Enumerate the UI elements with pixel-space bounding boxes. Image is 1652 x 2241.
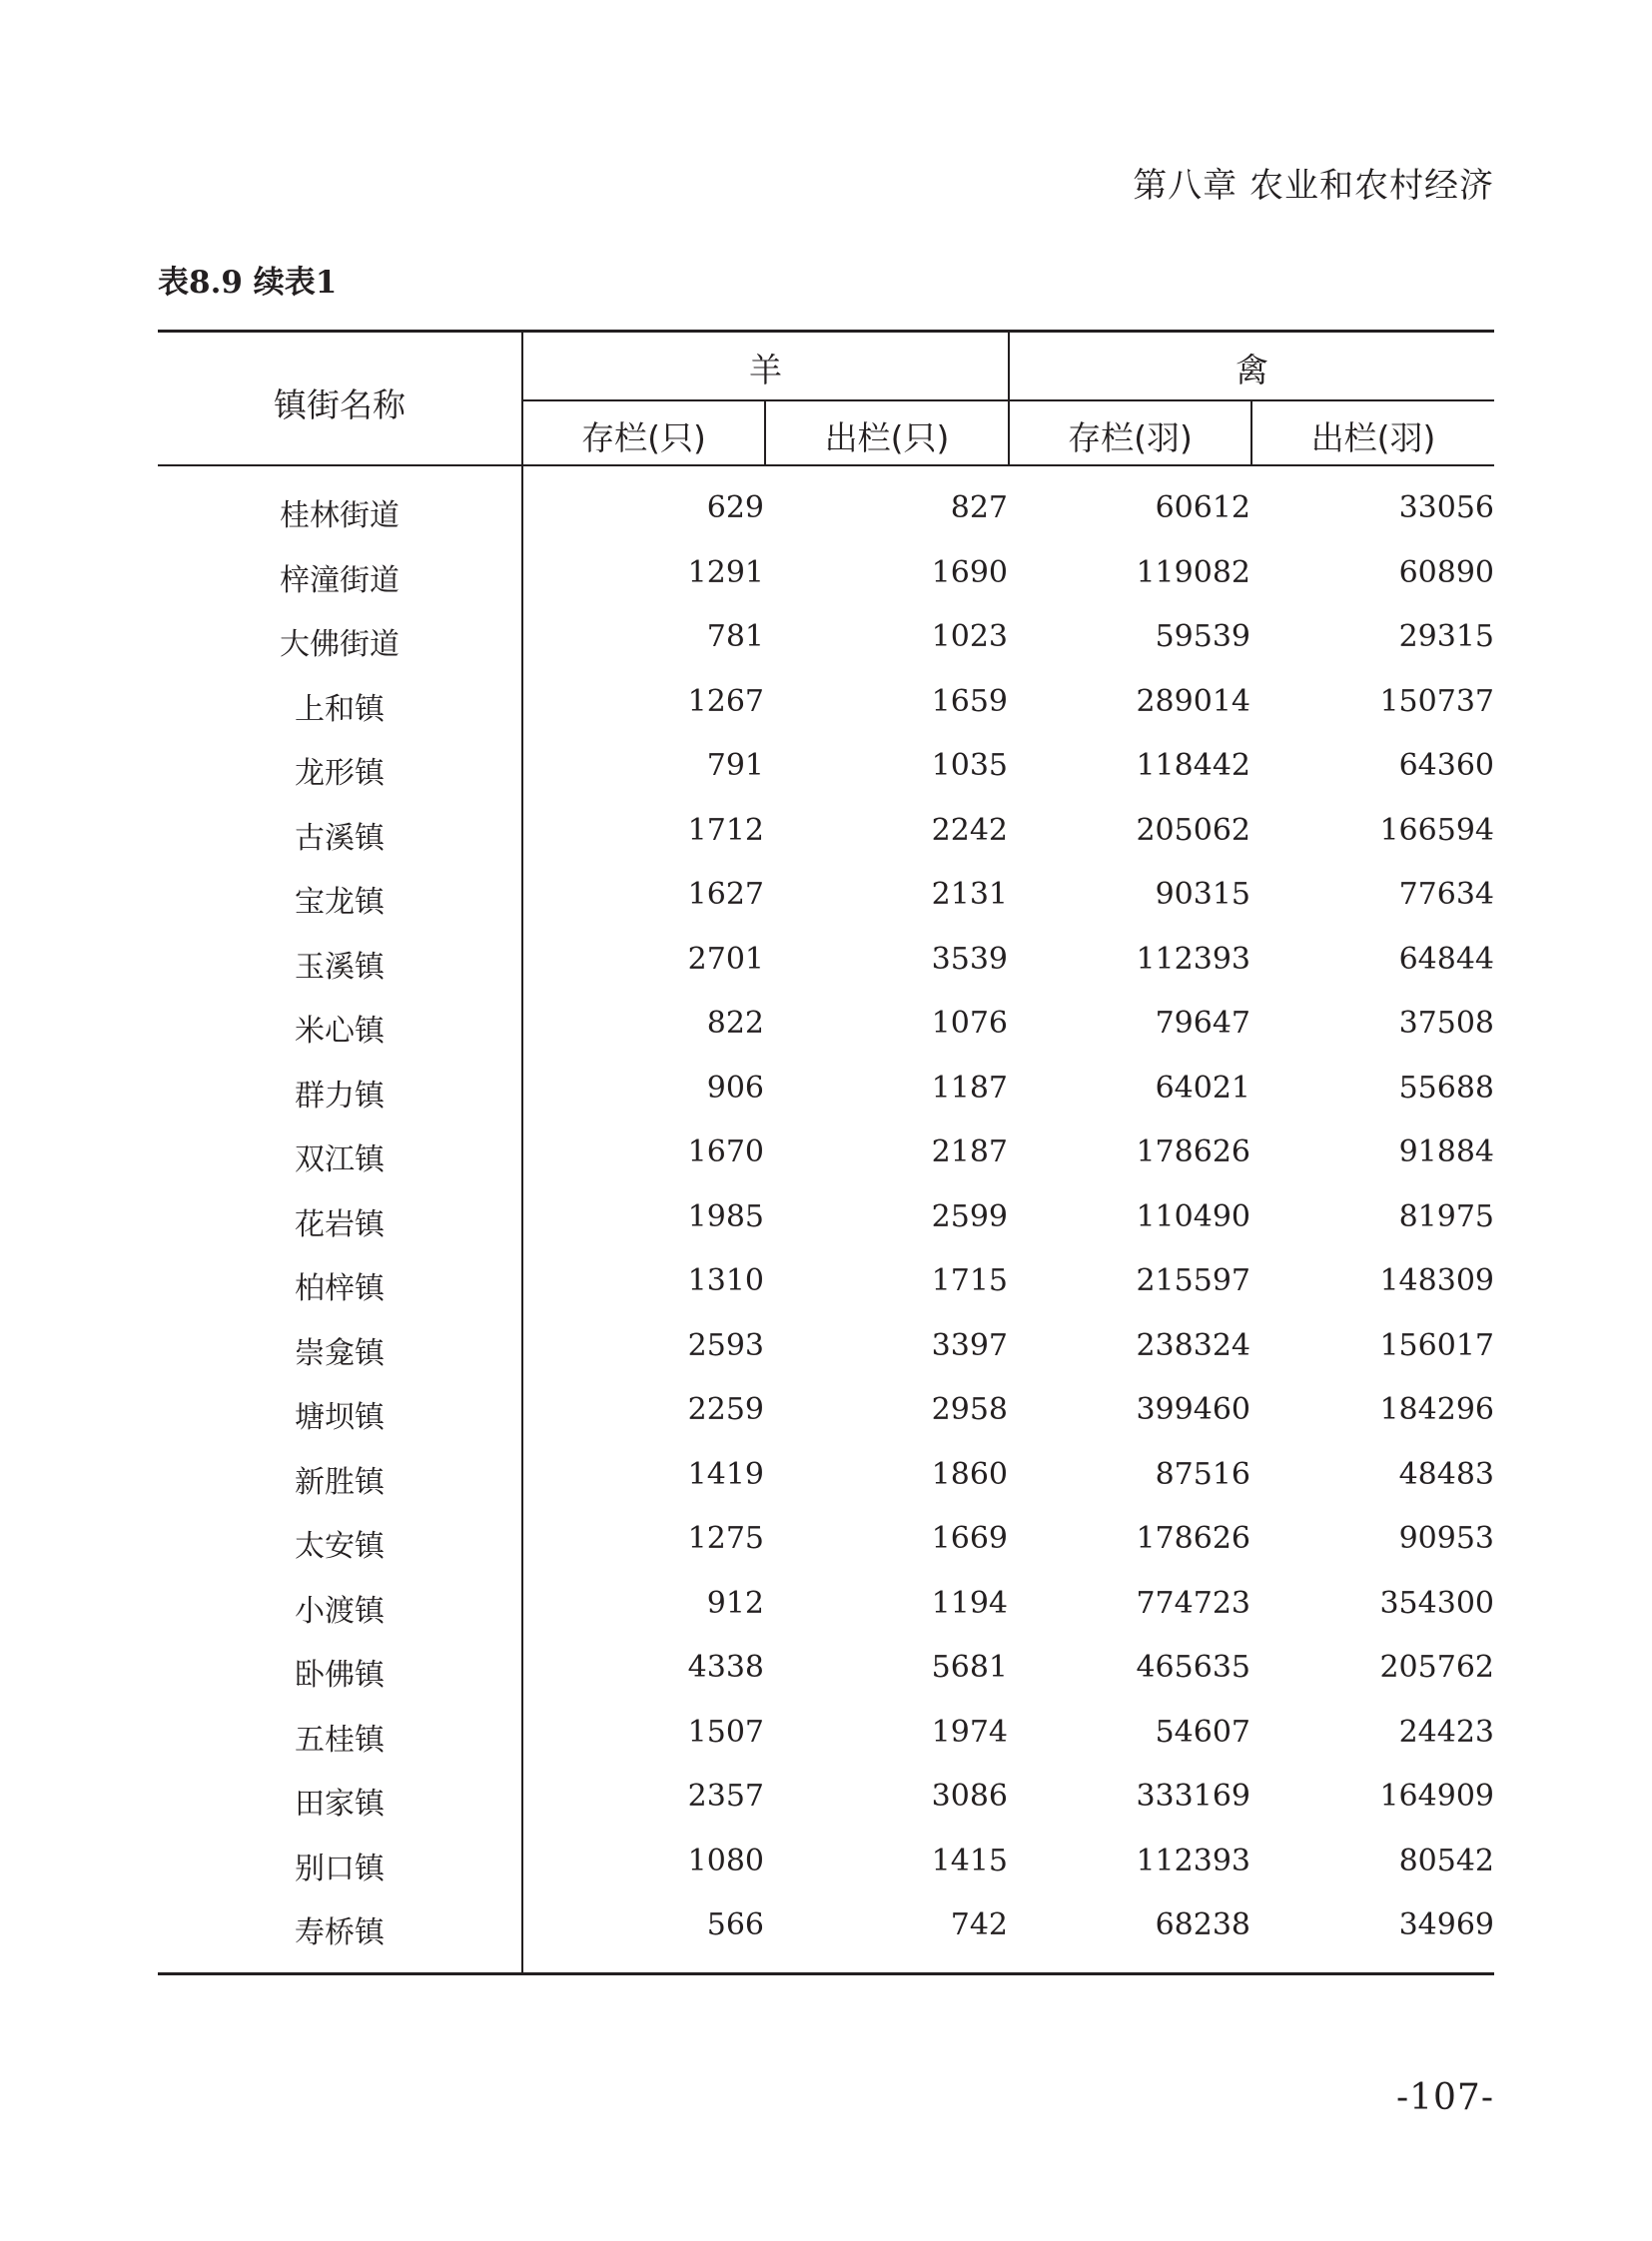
cell-value: 1659 bbox=[931, 683, 1008, 719]
cell-value: 205762 bbox=[1379, 1650, 1494, 1685]
cell-value: 68238 bbox=[1155, 1907, 1250, 1942]
cell-value: 184296 bbox=[1379, 1392, 1494, 1427]
stub-header: 镇街名称 bbox=[274, 385, 406, 424]
cell-value: 80542 bbox=[1398, 1843, 1494, 1878]
cell-value: 59539 bbox=[1155, 619, 1250, 654]
cell-value: 1974 bbox=[931, 1714, 1008, 1750]
table-row bbox=[158, 542, 1494, 606]
table-row bbox=[158, 671, 1494, 735]
cell-value: 112393 bbox=[1136, 1843, 1250, 1878]
table-row bbox=[158, 800, 1494, 864]
cell-value: 77634 bbox=[1398, 877, 1494, 912]
cell-value: 629 bbox=[706, 490, 764, 525]
cell-value: 34969 bbox=[1398, 1907, 1494, 1942]
cell-value: 1712 bbox=[687, 812, 764, 848]
cell-value: 3397 bbox=[931, 1327, 1008, 1363]
cell-value: 1715 bbox=[931, 1263, 1008, 1298]
cell-value: 791 bbox=[706, 748, 764, 783]
row-label: 宝龙镇 bbox=[295, 885, 385, 920]
table-title: 表8.9 续表1 bbox=[158, 265, 338, 301]
row-label: 小渡镇 bbox=[295, 1593, 385, 1629]
cell-value: 1076 bbox=[931, 1006, 1008, 1041]
row-label: 卧佛镇 bbox=[295, 1658, 385, 1693]
table-row bbox=[158, 1573, 1494, 1637]
cell-value: 1275 bbox=[687, 1521, 764, 1556]
cell-value: 742 bbox=[950, 1907, 1008, 1942]
cell-value: 1035 bbox=[931, 748, 1008, 783]
cell-value: 119082 bbox=[1136, 554, 1250, 590]
cell-value: 912 bbox=[706, 1585, 764, 1621]
cell-value: 54607 bbox=[1155, 1714, 1250, 1750]
table-row bbox=[158, 1121, 1494, 1185]
cell-value: 48483 bbox=[1398, 1456, 1494, 1492]
cell-value: 60612 bbox=[1155, 490, 1250, 525]
row-label: 米心镇 bbox=[295, 1014, 385, 1049]
cell-value: 2593 bbox=[687, 1327, 764, 1363]
row-label: 花岩镇 bbox=[295, 1206, 385, 1242]
row-label: 新胜镇 bbox=[295, 1464, 385, 1500]
cell-value: 2242 bbox=[931, 812, 1008, 848]
table-row bbox=[158, 993, 1494, 1057]
cell-value: 1669 bbox=[931, 1521, 1008, 1556]
cell-value: 1419 bbox=[687, 1456, 764, 1492]
cell-value: 55688 bbox=[1398, 1070, 1494, 1106]
row-label: 梓潼街道 bbox=[280, 562, 400, 598]
cell-value: 148309 bbox=[1379, 1263, 1494, 1298]
cell-value: 164909 bbox=[1379, 1779, 1494, 1814]
cell-value: 2701 bbox=[687, 941, 764, 977]
col-header: 存栏(羽) bbox=[1068, 418, 1193, 457]
row-label: 玉溪镇 bbox=[295, 949, 385, 985]
cell-value: 822 bbox=[706, 1006, 764, 1041]
top-rule bbox=[158, 330, 1494, 333]
row-label: 古溪镇 bbox=[295, 820, 385, 856]
row-label: 双江镇 bbox=[295, 1142, 385, 1177]
cell-value: 1627 bbox=[687, 877, 764, 912]
table-row bbox=[158, 606, 1494, 670]
row-label: 群力镇 bbox=[295, 1078, 385, 1114]
row-label: 寿桥镇 bbox=[295, 1915, 385, 1950]
cell-value: 1310 bbox=[687, 1263, 764, 1298]
cell-value: 33056 bbox=[1398, 490, 1494, 525]
row-label: 太安镇 bbox=[295, 1529, 385, 1564]
header-rule bbox=[158, 464, 1494, 466]
cell-value: 81975 bbox=[1398, 1198, 1494, 1234]
table-row bbox=[158, 929, 1494, 993]
cell-value: 2599 bbox=[931, 1198, 1008, 1234]
cell-value: 2357 bbox=[687, 1779, 764, 1814]
cell-value: 354300 bbox=[1379, 1585, 1494, 1621]
cell-value: 110490 bbox=[1136, 1198, 1250, 1234]
col-header: 出栏(只) bbox=[824, 418, 950, 457]
table-row bbox=[158, 1379, 1494, 1443]
cell-value: 4338 bbox=[687, 1650, 764, 1685]
cell-value: 1415 bbox=[931, 1843, 1008, 1878]
page-number: -107- bbox=[1395, 2077, 1494, 2118]
table-row bbox=[158, 1508, 1494, 1572]
cell-value: 150737 bbox=[1379, 683, 1494, 719]
cell-value: 24423 bbox=[1398, 1714, 1494, 1750]
cell-value: 1187 bbox=[931, 1070, 1008, 1106]
cell-value: 333169 bbox=[1136, 1779, 1250, 1814]
chapter-header: 第八章 农业和农村经济 bbox=[1133, 166, 1494, 206]
cell-value: 5681 bbox=[931, 1650, 1008, 1685]
table-row bbox=[158, 1250, 1494, 1314]
table-row bbox=[158, 1058, 1494, 1121]
cell-value: 827 bbox=[950, 490, 1008, 525]
cell-value: 399460 bbox=[1136, 1392, 1250, 1427]
row-label: 柏梓镇 bbox=[295, 1271, 385, 1306]
cell-value: 781 bbox=[706, 619, 764, 654]
cell-value: 3086 bbox=[931, 1779, 1008, 1814]
cell-value: 29315 bbox=[1398, 619, 1494, 654]
cell-value: 178626 bbox=[1136, 1521, 1250, 1556]
cell-value: 64360 bbox=[1398, 748, 1494, 783]
table-row bbox=[158, 864, 1494, 928]
cell-value: 289014 bbox=[1136, 683, 1250, 719]
table-row bbox=[158, 477, 1494, 541]
cell-value: 79647 bbox=[1155, 1006, 1250, 1041]
cell-value: 215597 bbox=[1136, 1263, 1250, 1298]
cell-value: 2259 bbox=[687, 1392, 764, 1427]
cell-value: 1194 bbox=[931, 1585, 1008, 1621]
row-label: 田家镇 bbox=[295, 1787, 385, 1822]
cell-value: 1690 bbox=[931, 554, 1008, 590]
cell-value: 156017 bbox=[1379, 1327, 1494, 1363]
cell-value: 87516 bbox=[1155, 1456, 1250, 1492]
table-row bbox=[158, 1766, 1494, 1830]
row-label: 崇龛镇 bbox=[295, 1335, 385, 1371]
cell-value: 1507 bbox=[687, 1714, 764, 1750]
cell-value: 64844 bbox=[1398, 941, 1494, 977]
group-header-poultry: 禽 bbox=[1236, 351, 1268, 389]
table-row bbox=[158, 1315, 1494, 1379]
cell-value: 64021 bbox=[1155, 1070, 1250, 1106]
row-label: 五桂镇 bbox=[295, 1722, 385, 1758]
cell-value: 91884 bbox=[1398, 1134, 1494, 1169]
col-header: 出栏(羽) bbox=[1310, 418, 1436, 457]
cell-value: 1985 bbox=[687, 1198, 764, 1234]
table-row bbox=[158, 1186, 1494, 1250]
group-header-sheep: 羊 bbox=[749, 351, 782, 389]
cell-value: 90953 bbox=[1398, 1521, 1494, 1556]
table-row bbox=[158, 735, 1494, 799]
cell-value: 166594 bbox=[1379, 812, 1494, 848]
cell-value: 60890 bbox=[1398, 554, 1494, 590]
cell-value: 1291 bbox=[687, 554, 764, 590]
table-row bbox=[158, 1702, 1494, 1766]
cell-value: 1860 bbox=[931, 1456, 1008, 1492]
row-label: 别口镇 bbox=[295, 1851, 385, 1886]
bottom-rule bbox=[158, 1972, 1494, 1975]
cell-value: 118442 bbox=[1136, 748, 1250, 783]
cell-value: 1267 bbox=[687, 683, 764, 719]
cell-value: 566 bbox=[706, 1907, 764, 1942]
cell-value: 90315 bbox=[1155, 877, 1250, 912]
cell-value: 178626 bbox=[1136, 1134, 1250, 1169]
table-row bbox=[158, 1637, 1494, 1701]
cell-value: 3539 bbox=[931, 941, 1008, 977]
row-label: 上和镇 bbox=[295, 691, 385, 727]
cell-value: 774723 bbox=[1136, 1585, 1250, 1621]
table-row bbox=[158, 1831, 1494, 1894]
cell-value: 465635 bbox=[1136, 1650, 1250, 1685]
table-row bbox=[158, 1444, 1494, 1508]
row-label: 龙形镇 bbox=[295, 756, 385, 791]
cell-value: 238324 bbox=[1136, 1327, 1250, 1363]
row-label: 桂林街道 bbox=[280, 498, 400, 533]
cell-value: 906 bbox=[706, 1070, 764, 1106]
table-row bbox=[158, 1894, 1494, 1958]
cell-value: 205062 bbox=[1136, 812, 1250, 848]
col-header: 存栏(只) bbox=[581, 418, 706, 457]
cell-value: 1080 bbox=[687, 1843, 764, 1878]
row-label: 塘坝镇 bbox=[295, 1400, 385, 1435]
cell-value: 2187 bbox=[931, 1134, 1008, 1169]
cell-value: 2131 bbox=[931, 877, 1008, 912]
row-label: 大佛街道 bbox=[280, 627, 400, 662]
cell-value: 112393 bbox=[1136, 941, 1250, 977]
cell-value: 2958 bbox=[931, 1392, 1008, 1427]
cell-value: 37508 bbox=[1398, 1006, 1494, 1041]
cell-value: 1670 bbox=[687, 1134, 764, 1169]
cell-value: 1023 bbox=[931, 619, 1008, 654]
